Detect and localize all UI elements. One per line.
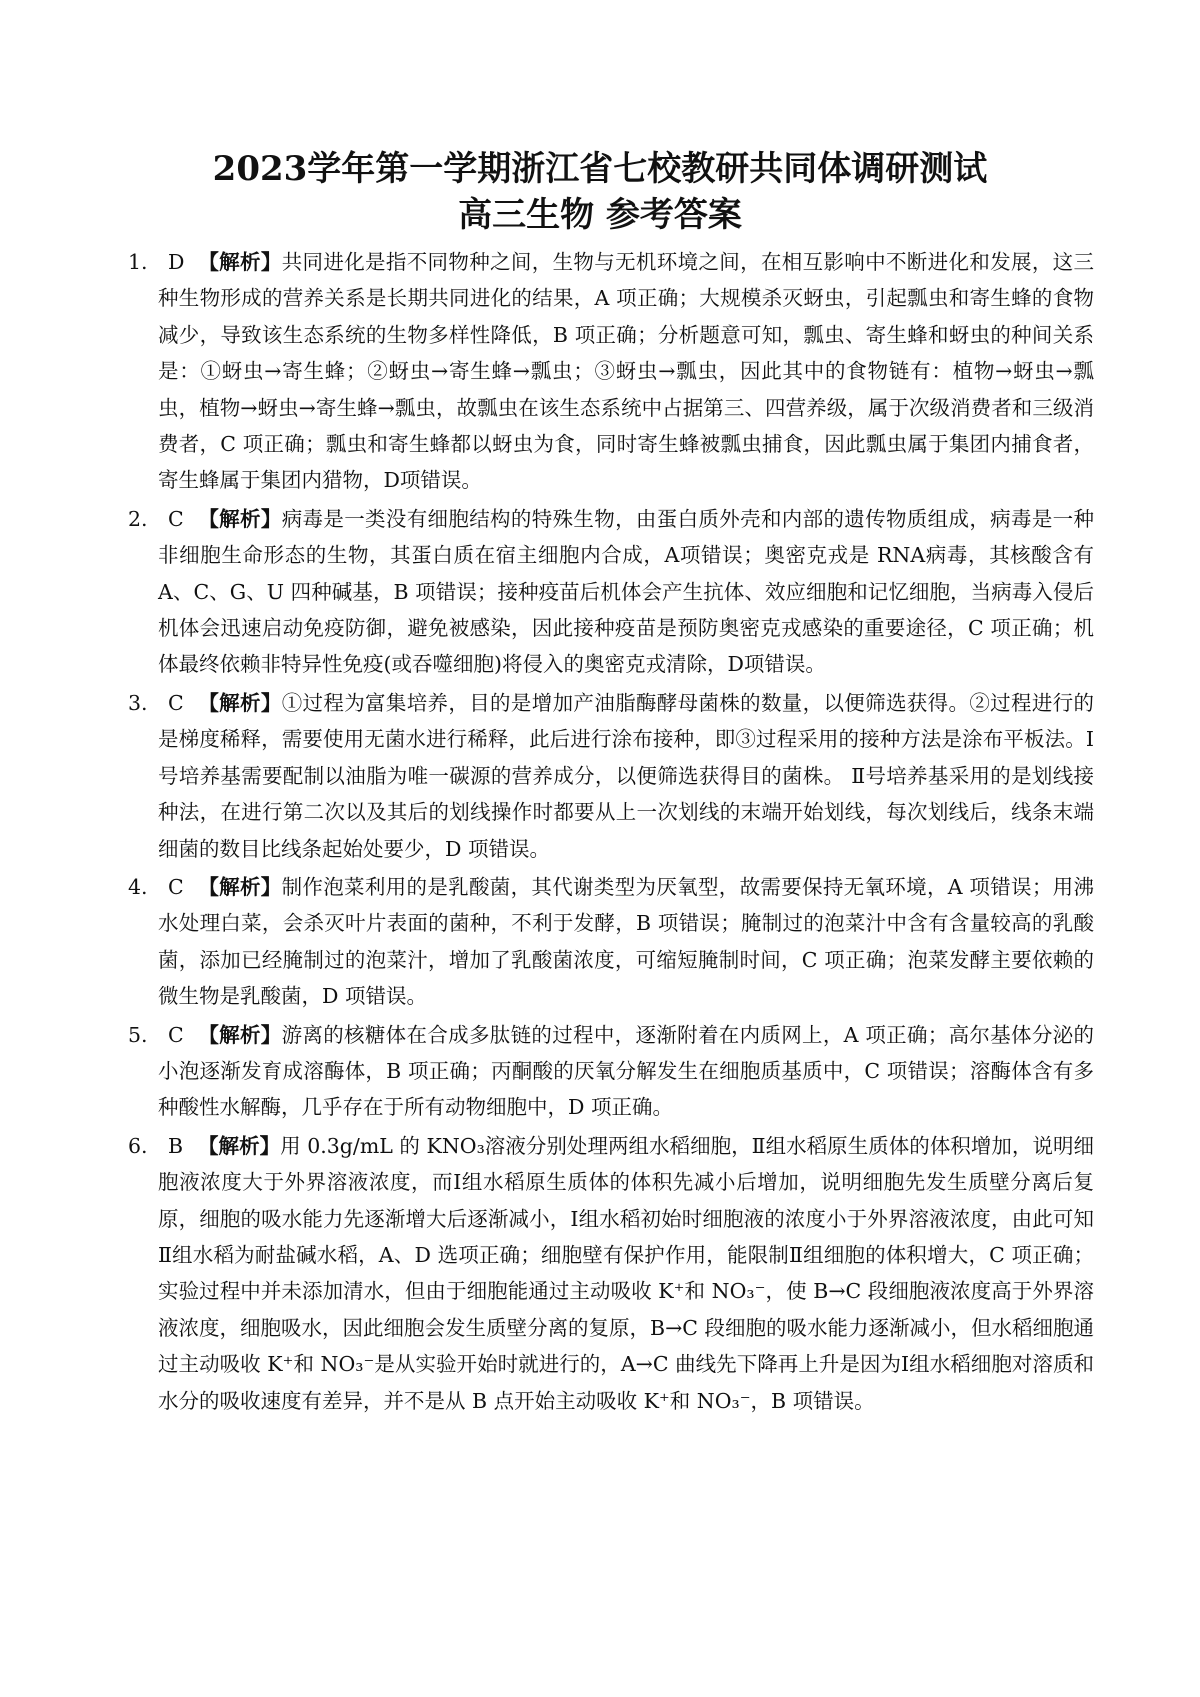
analysis-tag: 【解析】: [198, 1133, 281, 1158]
analysis-text: 用 0.3g/mL 的 KNO₃溶液分别处理两组水稻细胞，Ⅱ组水稻原生质体的体积增加，说明细胞液浓度大于外界溶液浓度，而Ⅰ组水稻原生质体的体积先减小后增加，说明细胞先发生质壁分离后复原，细胞的吸水能力先逐渐增大后逐渐减小，Ⅰ组水稻初始时细胞液的浓度小于外界溶液浓度，由此可知Ⅱ组水稻为耐盐碱水稻，A、D 选项正确；细胞壁有保护作用，能限制Ⅱ组细胞的体积增大，C 项正确；实验过程中并未添加清水，但由于细胞能通过主动吸收 K⁺和 NO₃⁻，使 B→C 段细胞液浓度高于外界溶液浓度，细胞吸水，因此细胞会发生质壁分离的复原，B→C 段细胞的吸水能力逐渐减小，但水稻细胞通过主动吸收 K⁺和 NO₃⁻是从实验开始时就进行的，A→C 曲线先下降再上升是因为Ⅰ组水稻细胞对溶质和水分的吸收速度有差异，并不是从 B 点开始主动吸收 K⁺和 NO₃⁻，B 项错误。: [158, 1133, 1094, 1413]
answer-item-3: [128, 685, 1094, 867]
header: [0, 146, 1200, 238]
analysis-tag: 【解析】: [198, 874, 282, 899]
page-title: 2023学年第一学期浙江省七校教研共同体调研测试: [212, 149, 988, 189]
analysis-tag: 【解析】: [198, 1022, 282, 1047]
answer-number: 2.: [128, 506, 148, 531]
answer-choice: C: [168, 1022, 184, 1047]
answer-choice: C: [168, 690, 184, 715]
answer-number: 5.: [128, 1022, 148, 1047]
analysis-text: 游离的核糖体在合成多肽链的过程中，逐渐附着在内质网上，A 项正确；高尔基体分泌的小泡逐渐发育成溶酶体，B 项正确；丙酮酸的厌氧分解发生在细胞质基质中，C 项错误；溶酶体含有多种酸性水解酶，几乎存在于所有动物细胞中，D 项正确。: [158, 1022, 1094, 1120]
analysis-text: 共同进化是指不同物种之间，生物与无机环境之间，在相互影响中不断进化和发展，这三种生物形成的营养关系是长期共同进化的结果，A 项正确；大规模杀灭蚜虫，引起瓢虫和寄生蜂的食物减少，导致该生态系统的生物多样性降低，B 项正确；分析题意可知，瓢虫、寄生蜂和蚜虫的种间关系是：①蚜虫→寄生蜂；②蚜虫→寄生蜂→瓢虫；③蚜虫→瓢虫，因此其中的食物链有：植物→蚜虫→瓢虫，植物→蚜虫→寄生蜂→瓢虫，故瓢虫在该生态系统中占据第三、四营养级，属于次级消费者和三级消费者，C 项正确；瓢虫和寄生蜂都以蚜虫为食，同时寄生蜂被瓢虫捕食，因此瓢虫属于集团内捕食者，寄生蜂属于集团内猎物，D项错误。: [158, 250, 1094, 493]
analysis-tag: 【解析】: [198, 250, 282, 274]
answer-number: 3.: [128, 690, 148, 715]
answer-item-2: [128, 501, 1094, 683]
analysis-tag: 【解析】: [198, 690, 282, 715]
analysis-text: ①过程为富集培养，目的是增加产油脂酶酵母菌株的数量，以便筛选获得。②过程进行的是梯度稀释，需要使用无菌水进行稀释，此后进行涂布接种，即③过程采用的接种方法是涂布平板法。Ⅰ号培养基需要配制以油脂为唯一碳源的营养成分，以便筛选获得目的菌株。 Ⅱ号培养基采用的是划线接种法，在进行第二次以及其后的划线操作时都要从上一次划线的末端开始划线，每次划线后，线条末端细菌的数目比线条起始处要少，D 项错误。: [158, 690, 1094, 861]
analysis-text: 制作泡菜利用的是乳酸菌，其代谢类型为厌氧型，故需要保持无氧环境，A 项错误；用沸水处理白菜，会杀灭叶片表面的菌种，不利于发酵，B 项错误；腌制过的泡菜汁中含有含量较高的乳酸菌，添加已经腌制过的泡菜汁，增加了乳酸菌浓度，可缩短腌制时间，C 项正确；泡菜发酵主要依赖的微生物是乳酸菌，D 项错误。: [158, 874, 1094, 1009]
answer-item-5: [128, 1017, 1094, 1126]
answer-number: 4.: [128, 874, 148, 899]
answer-choice: C: [168, 874, 184, 899]
answer-choice: D: [168, 250, 185, 274]
answer-choice: C: [168, 506, 184, 531]
answer-item-1: [128, 244, 1094, 499]
answer-number: 1.: [128, 250, 148, 274]
analysis-text: 病毒是一类没有细胞结构的特殊生物，由蛋白质外壳和内部的遗传物质组成，病毒是一种非细胞生命形态的生物，其蛋白质在宿主细胞内合成，A项错误；奥密克戎是 RNA病毒，其核酸含有 A、C、G、U 四种碱基，B 项错误；接种疫苗后机体会产生抗体、效应细胞和记忆细胞，当病毒入侵后机体会迅速启动免疫防御，避免被感染，因此接种疫苗是预防奥密克戎感染的重要途径，C 项正确；机体最终依赖非特异性免疫(或吞噬细胞)将侵入的奥密克戎清除，D项错误。: [158, 506, 1094, 677]
analysis-tag: 【解析】: [198, 506, 282, 531]
answer-list: [128, 244, 1094, 1421]
answer-item-6: [128, 1128, 1094, 1419]
page-subtitle: 高三生物 参考答案: [458, 195, 742, 235]
answer-item-4: [128, 869, 1094, 1015]
answer-choice: B: [168, 1133, 184, 1158]
answer-number: 6.: [128, 1133, 148, 1158]
